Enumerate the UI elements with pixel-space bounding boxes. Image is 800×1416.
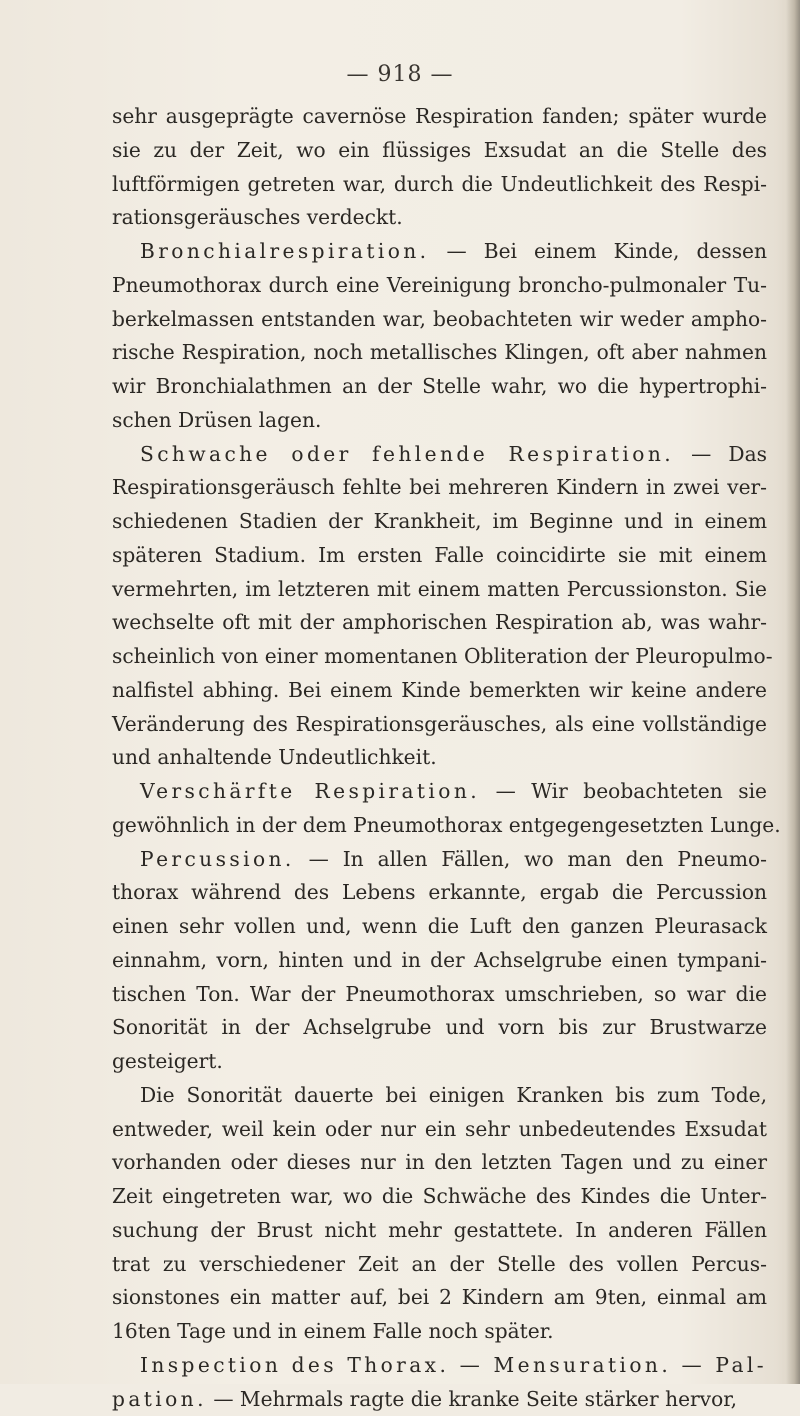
page-number: — 918 — bbox=[0, 62, 800, 87]
text-line: Sonorität in der Achselgrube und vorn bis zur Brustwarze bbox=[112, 1011, 767, 1045]
section-heading-inspection: Inspection des Thorax. — Mensuration. — Pal- bbox=[112, 1349, 767, 1383]
text-line: späteren Stadium. Im ersten Falle coincidirte sie mit einem bbox=[112, 539, 767, 573]
text-fragment: — Bei einem Kinde, dessen bbox=[447, 239, 767, 263]
paragraph-bronchialrespiration bbox=[112, 235, 767, 269]
text-fragment: — Das bbox=[691, 442, 767, 466]
text-line: trat zu verschiedener Zeit an der Stelle des vollen Percus- bbox=[112, 1248, 767, 1282]
text-line: einnahm, vorn, hinten und in der Achselgrube einen tympani- bbox=[112, 944, 767, 978]
paragraph-percussion bbox=[112, 843, 767, 877]
text-line: Die Sonorität dauerte bei einigen Kranken bis zum Tode, bbox=[112, 1079, 767, 1113]
text-line: Pneumothorax durch eine Vereinigung broncho-pulmonaler Tu- bbox=[112, 269, 767, 303]
text-line: thorax während des Lebens erkannte, ergab die Percussion bbox=[112, 876, 767, 910]
section-heading: Bronchialrespiration. bbox=[140, 239, 429, 263]
text-line: Zeit eingetreten war, wo die Schwäche des Kindes die Unter- bbox=[112, 1180, 767, 1214]
text-line: schiedenen Stadien der Krankheit, im Beginne und in einem bbox=[112, 505, 767, 539]
section-heading: Verschärfte Respiration. bbox=[140, 779, 480, 803]
text-line: tischen Ton. War der Pneumothorax umschrieben, so war die bbox=[112, 978, 767, 1012]
text-line: wechselte oft mit der amphorischen Respiration ab, was wahr- bbox=[112, 606, 767, 640]
text-line: sehr ausgeprägte cavernöse Respiration fanden; später wurde bbox=[112, 100, 767, 134]
text-line: schen Drüsen lagen. bbox=[112, 404, 767, 438]
section-heading: pation. bbox=[112, 1387, 207, 1411]
text-line: sionstones ein matter auf, bei 2 Kindern am 9ten, einmal am bbox=[112, 1281, 767, 1315]
text-line: gesteigert. bbox=[112, 1045, 767, 1079]
text-line: Respirationsgeräusch fehlte bei mehreren Kindern in zwei ver- bbox=[112, 471, 767, 505]
text-line: rische Respiration, noch metallisches Klingen, oft aber nahmen bbox=[112, 336, 767, 370]
text-line: wir Bronchialathmen an der Stelle wahr, wo die hypertrophi- bbox=[112, 370, 767, 404]
text-line: Veränderung des Respirationsgeräusches, als eine vollständige bbox=[112, 708, 767, 742]
paragraph-schwache-respiration bbox=[112, 438, 767, 472]
text-line: scheinlich von einer momentanen Obliteration der Pleuropulmo- bbox=[112, 640, 767, 674]
text-line: entweder, weil kein oder nur ein sehr unbedeutendes Exsudat bbox=[112, 1113, 767, 1147]
section-heading: Schwache oder fehlende Respiration. bbox=[140, 442, 674, 466]
text-fragment: — Mehrmals ragte die kranke Seite stärker hervor, bbox=[213, 1387, 737, 1411]
paragraph-verschaerfte-respiration bbox=[112, 775, 767, 809]
body-text bbox=[112, 100, 767, 1416]
text-line: luftförmigen getreten war, durch die Undeutlichkeit des Respi- bbox=[112, 168, 767, 202]
text-line: vermehrten, im letzteren mit einem matten Percussionston. Sie bbox=[112, 573, 767, 607]
text-line: gewöhnlich in der dem Pneumothorax entgegengesetzten Lunge. bbox=[112, 809, 767, 843]
text-line: berkelmassen entstanden war, beobachteten wir weder ampho- bbox=[112, 303, 767, 337]
text-line: nalfistel abhing. Bei einem Kinde bemerkten wir keine andere bbox=[112, 674, 767, 708]
text-line: rationsgeräusches verdeckt. bbox=[112, 201, 767, 235]
text-line: und anhaltende Undeutlichkeit. bbox=[112, 741, 767, 775]
text-line: vorhanden oder dieses nur in den letzten Tagen und zu einer bbox=[112, 1146, 767, 1180]
text-fragment: — Wir beobachteten sie bbox=[496, 779, 767, 803]
paragraph-palpation bbox=[112, 1383, 767, 1416]
text-line: einen sehr vollen und, wenn die Luft den ganzen Pleurasack bbox=[112, 910, 767, 944]
text-line: sie zu der Zeit, wo ein flüssiges Exsudat an die Stelle des bbox=[112, 134, 767, 168]
text-line: 16ten Tage und in einem Falle noch später. bbox=[112, 1315, 767, 1349]
section-heading: Percussion. bbox=[140, 847, 295, 871]
text-fragment: — In allen Fällen, wo man den Pneumo- bbox=[309, 847, 767, 871]
page-edge-shadow bbox=[786, 0, 800, 1384]
text-line: suchung der Brust nicht mehr gestattete. In anderen Fällen bbox=[112, 1214, 767, 1248]
